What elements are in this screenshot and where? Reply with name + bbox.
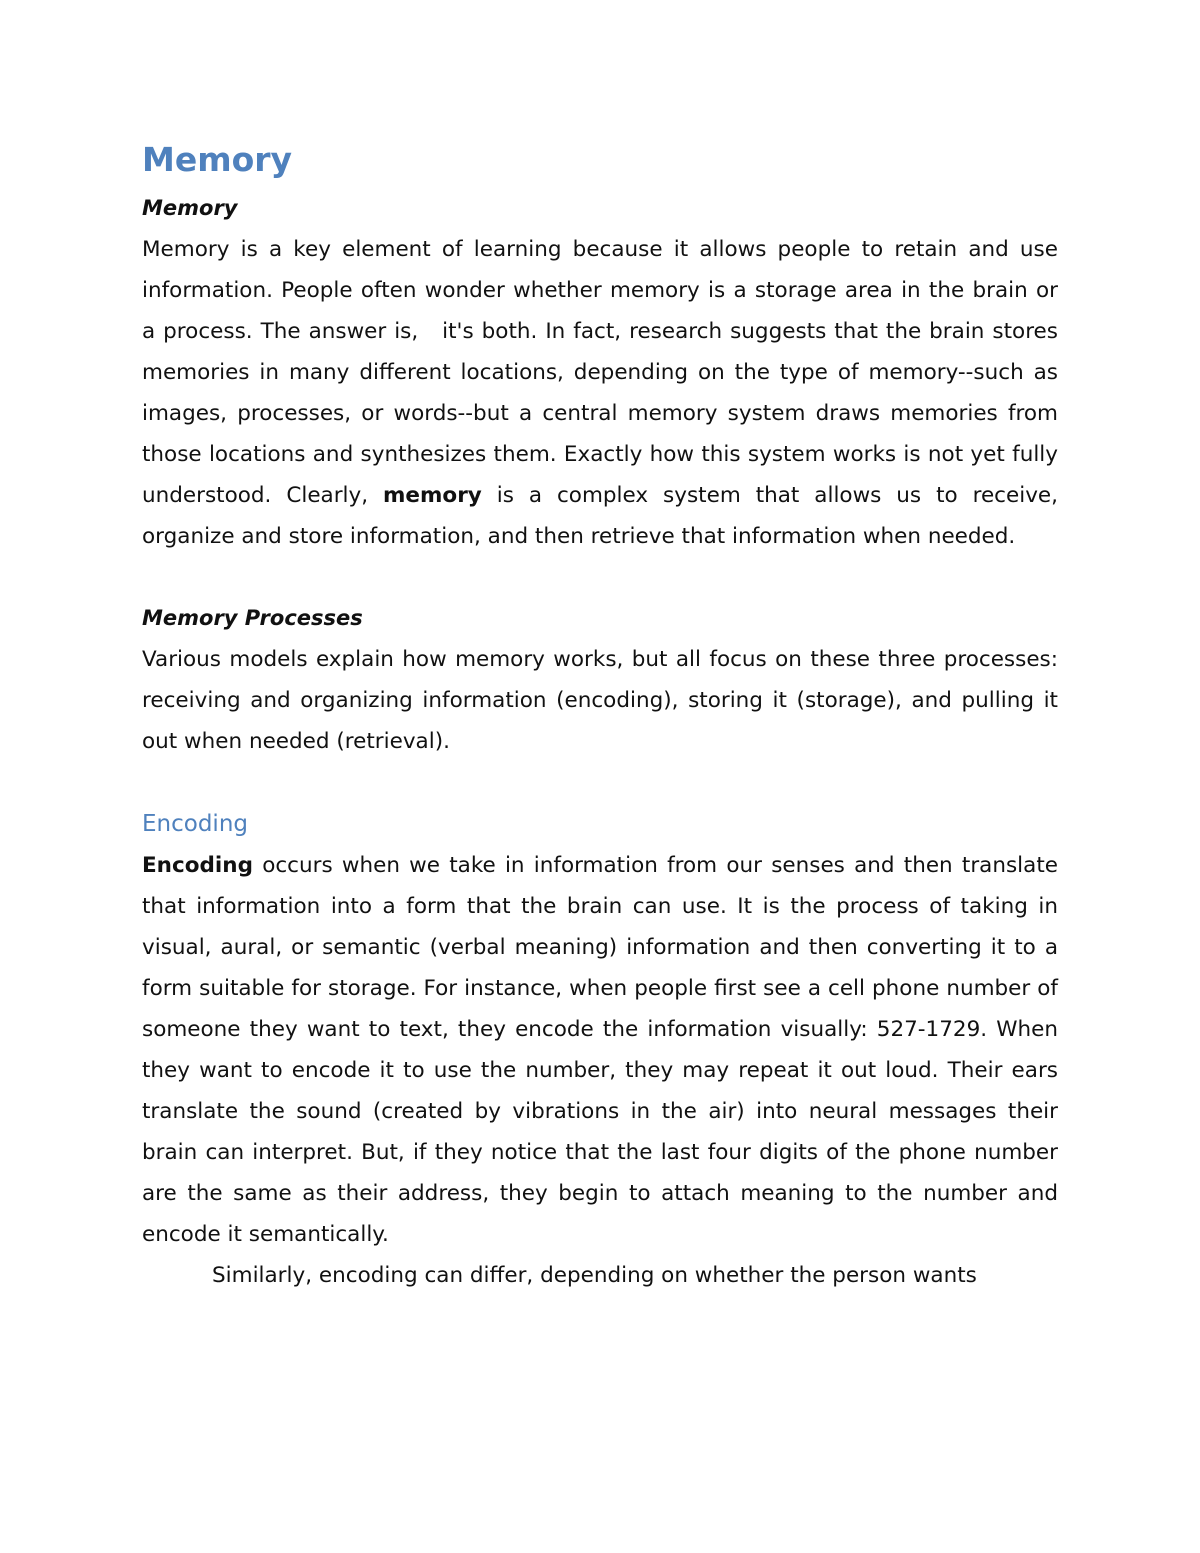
document-content	[142, 136, 1058, 1296]
memory-text-start: Memory is a key element of learning because it allows people to retain and use information. People often wonder whether memory is a storage area in the brain or a process. The answer is, it's both. In fact, research suggests that the brain stores memories in many different locations, depending on the type of memory--such as images, processes, or words--but a central memory system draws memories from those locations and synthesizes them. Exactly how this system works is not yet fully understood. Clearly,	[142, 237, 1058, 508]
memory-bold-term: memory	[383, 483, 482, 508]
section-heading-encoding: Encoding	[142, 811, 248, 837]
memory-paragraph	[142, 229, 1058, 557]
encoding-paragraph	[142, 845, 1058, 1255]
memory-text-end: is a complex system that allows us to receive, organize and store information, and then retrieve that information when needed.	[142, 483, 1058, 549]
section-heading-memory: Memory	[142, 196, 238, 220]
encoding-text: occurs when we take in information from our senses and then translate that information into a form that the brain can use. It is the process of taking in visual, aural, or semantic (verbal meaning) information and then converting it to a form suitable for storage. For instance, when people first see a cell phone number of someone they want to text, they encode the information visually: 527-1729. When they want to encode it to use the number, they may repeat it out loud. Their ears translate the sound (created by vibrations in the air) into neural messages their brain can interpret. But, if they notice that the last four digits of the phone number are the same as their address, they begin to attach meaning to the number and encode it semantically.	[142, 853, 1058, 1247]
document-title: Memory	[142, 140, 293, 179]
paragraph-spacer	[142, 762, 1058, 803]
encoding-bold-term: Encoding	[142, 853, 253, 878]
section-heading-memory-processes: Memory Processes	[142, 606, 363, 630]
encoding-continued-paragraph: Similarly, encoding can differ, depending on whether the person wants	[212, 1263, 977, 1288]
memory-processes-paragraph: Various models explain how memory works, but all focus on these three processes: receiving and organizing information (encoding), storing it (storage), and pulling it out when needed (retrieval).	[142, 647, 1058, 754]
paragraph-spacer	[142, 557, 1058, 598]
